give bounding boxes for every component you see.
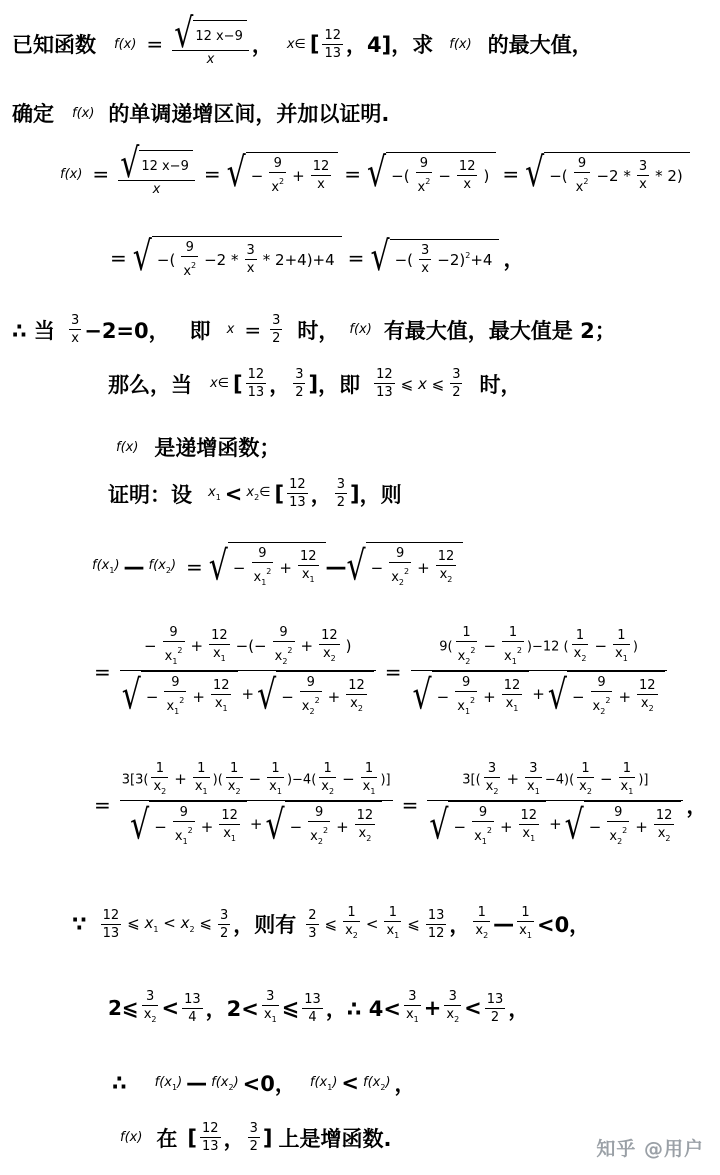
derivation-step-1: f(x) = √ 12 x−9 x = √ − $\frac{9}{x^2}$ + $\frac{12}{x}$ = √ −( $\frac{9}{x^2}$ − $\frac{12}{x}$ ) = √ −( $\frac{9}{x^2}$ −2 * $\frac{3}{x}$ * 2) bbox=[56, 150, 690, 198]
because-line: ∵ $\frac{12}{13}$ ⩽ $x_1 < x_2$ ⩽ $\frac{3}{2}$ ，则有 $\frac{2}{3}$ ⩽ $\frac{1}{x_2}$ < $\frac{1}{x_1}$ ⩽ $\frac{13}{12}$ ， $\frac{1}{x_2}$ — $\frac{1}{x_1}$ <0， bbox=[72, 905, 591, 941]
proof-line: 证明：设 $x_1$ < $x_2\in$ [ $\frac{12}{13}$ ， $\frac{3}{2}$ ] ，则 bbox=[108, 477, 402, 510]
rationalized-step: = − $\frac{9}{x_1^2}$ + $\frac{12}{x_1}$ −(− $\frac{9}{x_2^2}$ + $\frac{12}{x_2}$ ) √ − $\frac{9}{x_1^2}$ + $\frac{12}{x_1}$ + √ − $\frac{9}{x_2^2}$ + $\frac{12}{x_2}$ = 9( $\frac{1}{x_2^2}$ − $\frac{1}{x_1^2}$ )−12 ( $\frac{1}{x_2}$ − $\frac{1}{x_1}$ ) √ − $\frac{9}{x_1^2}$ + $\frac{12}{x_1}$ + √ − $\frac{9}{x_2^2}$ + $\frac{12}{x_2}$ bbox=[88, 624, 670, 720]
conclusion-line-1: ∴ 当 $\frac{3}{x}$ −2=0， 即 x = $\frac{3}{2}$ 时， f(x) 有最大值，最大值是 2； bbox=[12, 313, 616, 346]
max-text: 的最大值， bbox=[487, 33, 593, 57]
problem-line-1: 已知函数 f(x) = √ 12 x−9 x ， x∈ [ $\frac{12}{13}$ ，4]，求 f(x) 的最大值， bbox=[12, 10, 593, 67]
function-fraction: √ 12 x−9 x bbox=[172, 20, 249, 68]
intro-text: 已知函数 bbox=[12, 33, 96, 57]
fx-label: f(x) bbox=[114, 36, 137, 52]
bounds-line: 2⩽ $\frac{3}{x_2}$ < $\frac{13}{4}$ ，2< $\frac{3}{x_1}$ ⩽ $\frac{13}{4}$ ，∴ 4< $\frac{3}{x_1}$ + $\frac{3}{x_2}$ < $\frac{13}{2}$ ， bbox=[108, 989, 530, 1025]
equals-sign: = bbox=[146, 32, 164, 56]
final-line: f(x) 在 [ $\frac{12}{13}$ ， $\frac{3}{2}$ ] 上是增函数. bbox=[120, 1121, 392, 1154]
comma: ， bbox=[251, 33, 273, 57]
therefore-line: ∴ $f(x_1)$ — $f(x_2)$ <0， $f(x_1)$ < $f(x_2)$ ， bbox=[112, 1071, 416, 1096]
then-line: 那么，当 x∈ [ $\frac{12}{13}$ ， $\frac{3}{2}$ ] ，即 $\frac{12}{13}$ ⩽ x ⩽ $\frac{3}{2}$ 时， bbox=[108, 367, 522, 400]
difference-step: $f(x_1)$ — $f(x_2)$ = √ − $\frac{9}{x_1^2}$ + $\frac{12}{x_1}$ — √ − $\frac{9}{x_2^2}$ + $\frac{12}{x_2}$ bbox=[88, 542, 463, 591]
interval-fraction: $\frac{12}{13}$ bbox=[324, 27, 342, 61]
increasing-line: f(x) 是递增函数； bbox=[116, 436, 281, 460]
factored-step: = 3[3( $\frac{1}{x_2}$ + $\frac{1}{x_1}$ )( $\frac{1}{x_2}$ − $\frac{1}{x_1}$ )−4( $\frac{1}{x_2}$ − $\frac{1}{x_1}$ )] √ − $\frac{9}{x_1^2}$ + $\frac{12}{x_1}$ + √ − $\frac{9}{x_2^2}$ + $\frac{12}{x_2}$ = 3[( $\frac{3}{x_2}$ + $\frac{3}{x_1}$ −4)( $\frac{1}{x_2}$ − $\frac{1}{x_1}$ )] √ − $\frac{9}{x_1^2}$ + $\frac{12}{x_1}$ + √ − $\frac{9}{x_2^2}$ + $\frac{12}{x_2}$ ， bbox=[94, 761, 708, 849]
watermark-text: 知乎 @用户 bbox=[596, 1138, 704, 1160]
derivation-step-2: = √ −( $\frac{9}{x^2}$ −2 * $\frac{3}{x}$ * 2+4)+4 = √ −( $\frac{3}{x}$ −2)$^2$+4 ， bbox=[110, 233, 525, 281]
problem-line-2: 确定 f(x) 的单调递增区间，并加以证明. bbox=[12, 102, 390, 126]
